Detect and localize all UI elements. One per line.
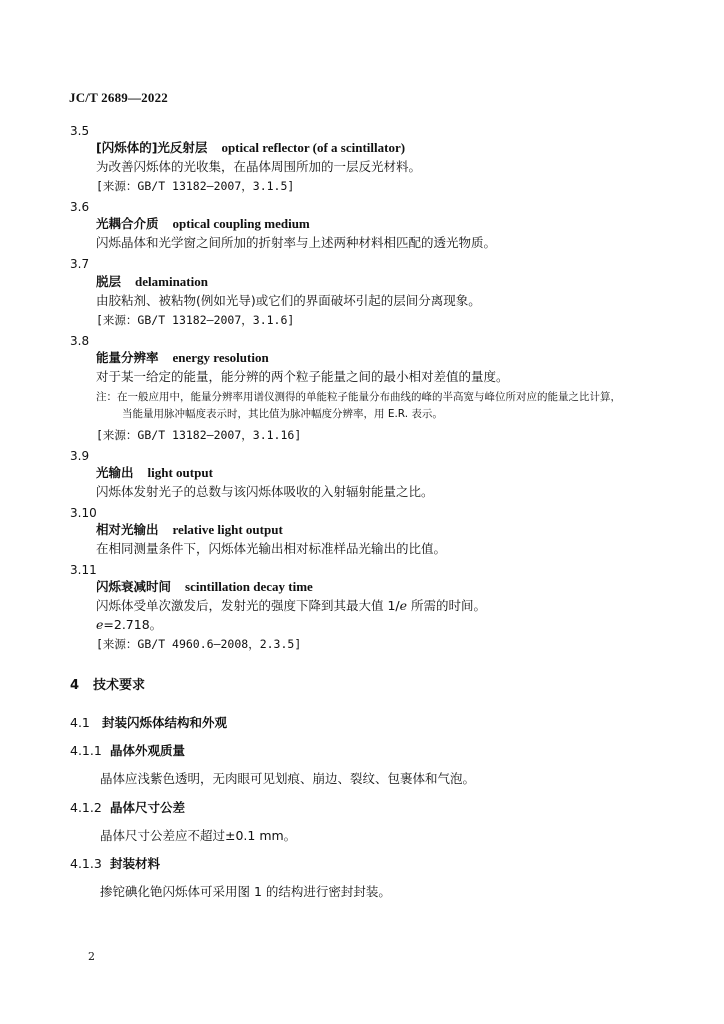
subsection-title: 封装材料: [110, 856, 161, 871]
paragraph: 晶体应浅紫色透明，无肉眼可见划痕、崩边、裂纹、包裹体和气泡。: [100, 771, 476, 786]
term-definition: 为改善闪烁体的光收集，在晶体周围所加的一层反光材料。: [96, 159, 422, 174]
paragraph: 掺铊碘化铯闪烁体可采用图 1 的结构进行密封封装。: [100, 884, 391, 899]
term-cn: 闪烁衰减时间: [96, 579, 172, 594]
entry-number: 3.11: [70, 563, 97, 577]
page-number: 2: [88, 950, 95, 963]
subsection-title: 晶体尺寸公差: [110, 800, 186, 815]
term-definition: 由胶粘剂、被粘物(例如光导)或它们的界面破坏引起的层间分离现象。: [96, 293, 481, 308]
entry-number: 3.10: [70, 506, 97, 520]
term-heading: [96, 465, 213, 481]
math-variable: e: [96, 617, 104, 632]
term-constant: [96, 617, 162, 633]
term-cn: [闪烁体的]光反射层: [96, 140, 208, 155]
term-source: [来源：GB/T 13182—2007，3.1.16]: [96, 428, 302, 442]
term-en: optical coupling medium: [172, 216, 310, 231]
subsection-heading: [70, 743, 185, 759]
standard-code: JC/T 2689—2022: [69, 90, 168, 105]
subsection-number: 4.1.1: [70, 743, 102, 758]
term-cn: 能量分辨率: [96, 350, 159, 365]
subsection-number: 4.1: [70, 715, 90, 730]
term-en: relative light output: [172, 522, 283, 537]
term-heading: [96, 522, 283, 538]
entry-number: 3.6: [70, 200, 90, 214]
term-definition: 对于某一给定的能量，能分辨的两个粒子能量之间的最小相对差值的量度。: [96, 369, 509, 384]
term-definition: [96, 598, 486, 614]
term-source: [来源：GB/T 13182—2007，3.1.5]: [96, 179, 295, 193]
term-en: light output: [147, 465, 213, 480]
term-en: scintillation decay time: [185, 579, 313, 594]
term-heading: [96, 216, 310, 232]
term-definition: 在相同测量条件下，闪烁体光输出相对标准样品光输出的比值。: [96, 541, 447, 556]
entry-number: 3.8: [70, 334, 90, 348]
term-heading: [96, 140, 405, 156]
term-en: optical reflector (of a scintillator): [221, 140, 406, 155]
subsection-title: 晶体外观质量: [110, 743, 186, 758]
term-cn: 光输出: [96, 465, 134, 480]
term-source: [来源：GB/T 4960.6—2008，2.3.5]: [96, 637, 302, 651]
term-en: energy resolution: [172, 350, 269, 365]
term-source: [来源：GB/T 13182—2007，3.1.6]: [96, 313, 295, 327]
section-title: 技术要求: [93, 678, 146, 693]
term-definition: 闪烁体发射光子的总数与该闪烁体吸收的入射辐射能量之比。: [96, 484, 434, 499]
math-variable: e: [399, 598, 408, 613]
subsection-number: 4.1.3: [70, 856, 102, 871]
term-en: delamination: [135, 274, 208, 289]
subsection-heading: [70, 800, 185, 816]
section-number: 4: [70, 678, 80, 693]
entry-number: 3.7: [70, 257, 90, 271]
term-note-line-1: 注：在一般应用中，能量分辨率用谱仪测得的单能粒子能量分布曲线的峰的半高宽与峰位所对应的能量之比计算，: [96, 391, 621, 403]
term-cn: 相对光输出: [96, 522, 159, 537]
term-heading: [96, 274, 208, 290]
subsection-heading: [70, 715, 227, 731]
term-cn: 脱层: [96, 274, 122, 289]
subsection-title: 封装闪烁体结构和外观: [102, 715, 228, 730]
term-heading: [96, 579, 313, 595]
definition-text: 闪烁体受单次激发后，发射光的强度下降到其最大值 1/: [96, 598, 400, 613]
term-cn: 光耦合介质: [96, 216, 159, 231]
term-definition: 闪烁晶体和光学窗之间所加的折射率与上述两种材料相匹配的透光物质。: [96, 235, 497, 250]
definition-text: 所需的时间。: [407, 598, 487, 613]
entry-number: 3.9: [70, 449, 90, 463]
constant-value: =2.718。: [103, 617, 163, 632]
term-note-line-2: 当能量用脉冲幅度表示时，其比值为脉冲幅度分辨率，用 E.R. 表示。: [122, 408, 443, 420]
section-heading: [70, 678, 145, 694]
subsection-heading: [70, 856, 160, 872]
term-heading: [96, 350, 269, 366]
subsection-number: 4.1.2: [70, 800, 102, 815]
paragraph: 晶体尺寸公差应不超过±0.1 mm。: [100, 828, 297, 843]
entry-number: 3.5: [70, 124, 90, 138]
